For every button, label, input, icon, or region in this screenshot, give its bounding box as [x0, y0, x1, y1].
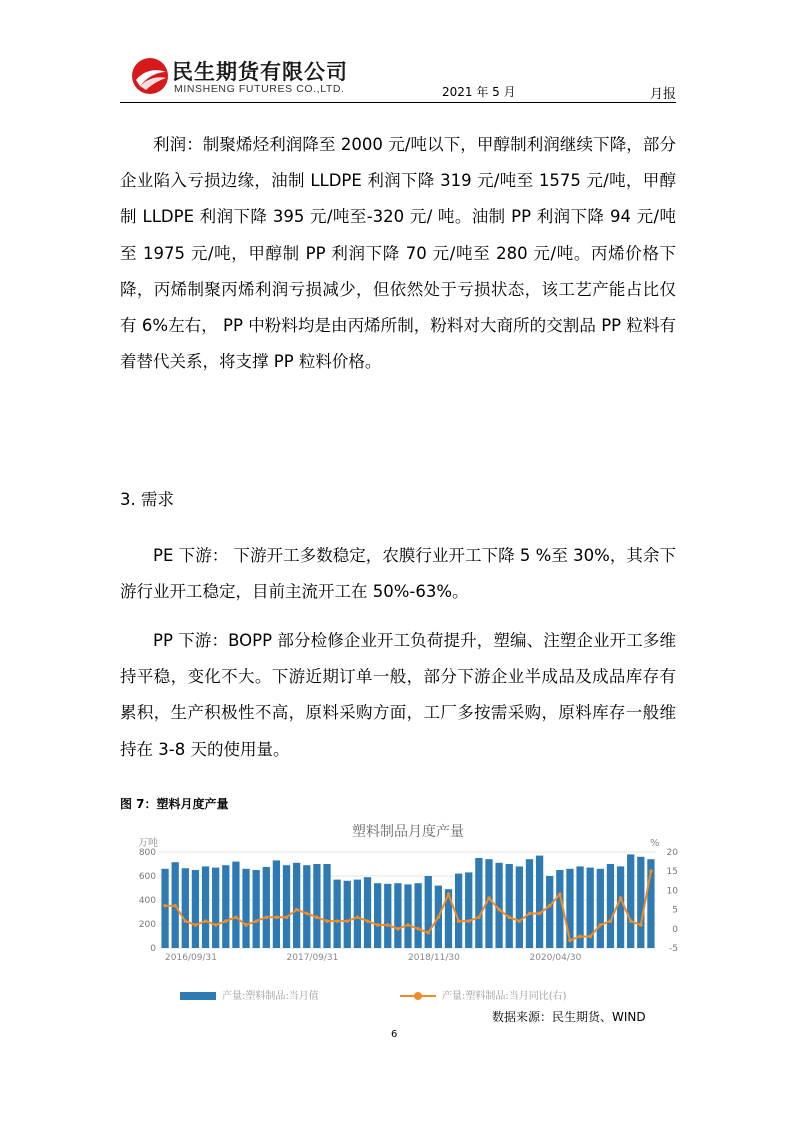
legend-item-output [180, 987, 319, 1002]
output-bar [455, 874, 462, 948]
yoy-point [487, 896, 491, 900]
output-bar [303, 865, 310, 948]
yoy-point [254, 919, 258, 923]
report-type: 月报 [650, 87, 677, 102]
output-bar [293, 863, 300, 948]
yoy-point [285, 915, 289, 919]
yoy-point [599, 923, 603, 927]
output-bar [607, 864, 614, 948]
output-bar [333, 880, 340, 948]
yoy-point [173, 904, 177, 908]
yoy-point [447, 892, 451, 896]
header-divider [120, 102, 676, 103]
figure-caption: 图 7：塑料月度产量 [120, 797, 229, 811]
yoy-point [315, 915, 319, 919]
yoy-point [467, 919, 471, 923]
output-bar [475, 858, 482, 948]
yoy-point [396, 927, 400, 931]
company-logo [130, 56, 370, 100]
output-bar [506, 864, 513, 948]
y-left-tick-label: 800 [138, 848, 156, 858]
legend-label-yoy: 产量:塑料制品:当月同比(右) [442, 991, 567, 1002]
output-bar [425, 876, 432, 948]
paragraph-profit: 利润：制聚烯烃利润降至 2000 元/吨以下，甲醇制利润继续下降，部分企业陷入亏损边缘，油制 LLDPE 利润下降 319 元/吨至 1575 元/吨，甲醇制 LLDPE 利润下降 395 元/吨至-320 元/ 吨。油制 PP 利润下降 94 元/吨至 1975 元/吨，甲醇制 PP 利润下降 70 元/吨至 280 元/吨。丙烯价格下降，丙烯制聚丙烯利润亏损减少，但依然处于亏损状态，该工艺产能占比仅有 6%左右， PP 中粉料均是由丙烯所制，粉料对大商所的交割品 PP 粒料有着替代关系，将支撑 PP 粒料价格。 [120, 135, 676, 372]
x-tick-label: 2017/09/31 [286, 953, 339, 963]
yoy-point [538, 912, 542, 916]
y-right-tick-label: 0 [672, 924, 678, 935]
yoy-point [163, 904, 167, 908]
legend-item-yoy [400, 987, 567, 1002]
yoy-point [578, 935, 582, 939]
output-bar [273, 860, 280, 948]
section-heading-demand: 3. 需求 [120, 490, 174, 509]
y-right-tick-label: 5 [672, 905, 678, 916]
yoy-point [264, 915, 268, 919]
yoy-point [184, 919, 188, 923]
yoy-point [528, 912, 532, 916]
output-bar [374, 883, 381, 948]
y-left-tick-label: 0 [150, 944, 156, 954]
output-bar [526, 859, 533, 948]
output-bar [283, 865, 290, 948]
paragraph-pe-downstream: PE 下游： 下游开工多数稳定，农膜行业开工下降 5 %至 30%，其余下游行业开工稳定，目前主流开工在 50%-63%。 [120, 546, 676, 602]
output-bar [414, 883, 421, 948]
output-bar [242, 869, 249, 948]
yoy-point [386, 923, 390, 927]
yoy-point [629, 919, 633, 923]
yoy-point [609, 919, 613, 923]
yoy-point [426, 931, 430, 935]
yoy-point [619, 896, 623, 900]
y-right-tick-label: 20 [666, 848, 678, 858]
output-bar [253, 870, 260, 948]
yoy-point [507, 915, 511, 919]
output-bar [627, 854, 634, 948]
output-bar [354, 880, 361, 948]
yoy-point [406, 923, 410, 927]
yoy-point [366, 919, 370, 923]
legend-bar-swatch [180, 992, 216, 1000]
yoy-point [335, 919, 339, 923]
yoy-point [345, 919, 349, 923]
yoy-point [356, 915, 360, 919]
legend-line-swatch [400, 995, 436, 997]
output-bar [161, 869, 168, 948]
y-right-tick-label: 15 [666, 867, 678, 878]
output-bar [313, 864, 320, 948]
y-right-tick-label: 10 [666, 886, 678, 897]
page-number: 6 [391, 1029, 398, 1040]
output-bar [202, 866, 209, 948]
output-bar [222, 865, 229, 948]
output-bar [516, 866, 523, 948]
output-bar [536, 856, 543, 948]
yoy-point [649, 869, 653, 873]
output-bar [617, 866, 624, 948]
output-bar [546, 876, 553, 948]
output-bar [323, 864, 330, 948]
yoy-point [416, 927, 420, 931]
y-right-tick-label: -5 [669, 944, 678, 954]
yoy-point [194, 923, 198, 927]
company-name-en: MINSHENG FUTURES CO.,LTD. [174, 83, 345, 95]
output-bar [232, 862, 239, 948]
x-tick-label: 2018/11/30 [408, 953, 460, 963]
yoy-point [376, 923, 380, 927]
yoy-point [518, 919, 522, 923]
output-bar [212, 868, 219, 948]
yoy-point [588, 935, 592, 939]
yoy-point [477, 915, 481, 919]
output-bar [394, 883, 401, 948]
y-right-unit: % [650, 838, 660, 849]
y-left-tick-label: 400 [138, 896, 156, 906]
yoy-point [497, 908, 501, 912]
output-bar [637, 857, 644, 948]
yoy-point [437, 915, 441, 919]
minsheng-logo-icon [130, 56, 170, 96]
output-bar [192, 870, 199, 948]
report-date: 2021 年 5 月 [442, 85, 516, 99]
yoy-point [275, 915, 279, 919]
yoy-point [224, 919, 228, 923]
data-source: 数据来源：民生期货、WIND [492, 1010, 646, 1024]
y-left-tick-label: 200 [138, 920, 156, 930]
output-bar [364, 877, 371, 948]
x-tick-label: 2016/09/31 [165, 953, 217, 963]
x-tick-label: 2020/04/30 [529, 953, 582, 963]
page-header [0, 0, 794, 110]
yoy-point [558, 892, 562, 896]
yoy-point [457, 919, 461, 923]
yoy-point [548, 904, 552, 908]
paragraph-pp-downstream: PP 下游：BOPP 部分检修企业开工负荷提升，塑编、注塑企业开工多维持平稳，变化不大。下游近期订单一般，部分下游企业半成品及成品库存有累积，生产积极性不高，原料采购方面，工厂多按需采购，原料库存一般维持在 3-8 天的使用量。 [120, 631, 676, 759]
output-bar [182, 868, 189, 948]
chart-title: 塑料制品月度产量 [352, 824, 464, 840]
company-name-cn: 民生期货有限公司 [172, 60, 348, 84]
output-bar [344, 881, 351, 948]
output-bar [465, 872, 472, 948]
output-bar [263, 867, 270, 948]
yoy-point [568, 939, 572, 943]
plastic-monthly-output-chart [120, 814, 690, 1004]
y-left-unit: 万吨 [138, 838, 158, 849]
yoy-point [305, 912, 309, 916]
yoy-point [244, 923, 248, 927]
yoy-point [325, 919, 329, 923]
yoy-point [214, 923, 218, 927]
output-bar [404, 884, 411, 948]
yoy-point [639, 923, 643, 927]
yoy-point [234, 915, 238, 919]
yoy-point [204, 919, 208, 923]
output-bar [597, 869, 604, 948]
chart-legend [180, 987, 660, 1005]
y-left-tick-label: 600 [138, 872, 156, 882]
legend-label-output: 产量:塑料制品:当月值 [222, 991, 319, 1002]
yoy-point [295, 908, 299, 912]
output-bar [384, 884, 391, 948]
